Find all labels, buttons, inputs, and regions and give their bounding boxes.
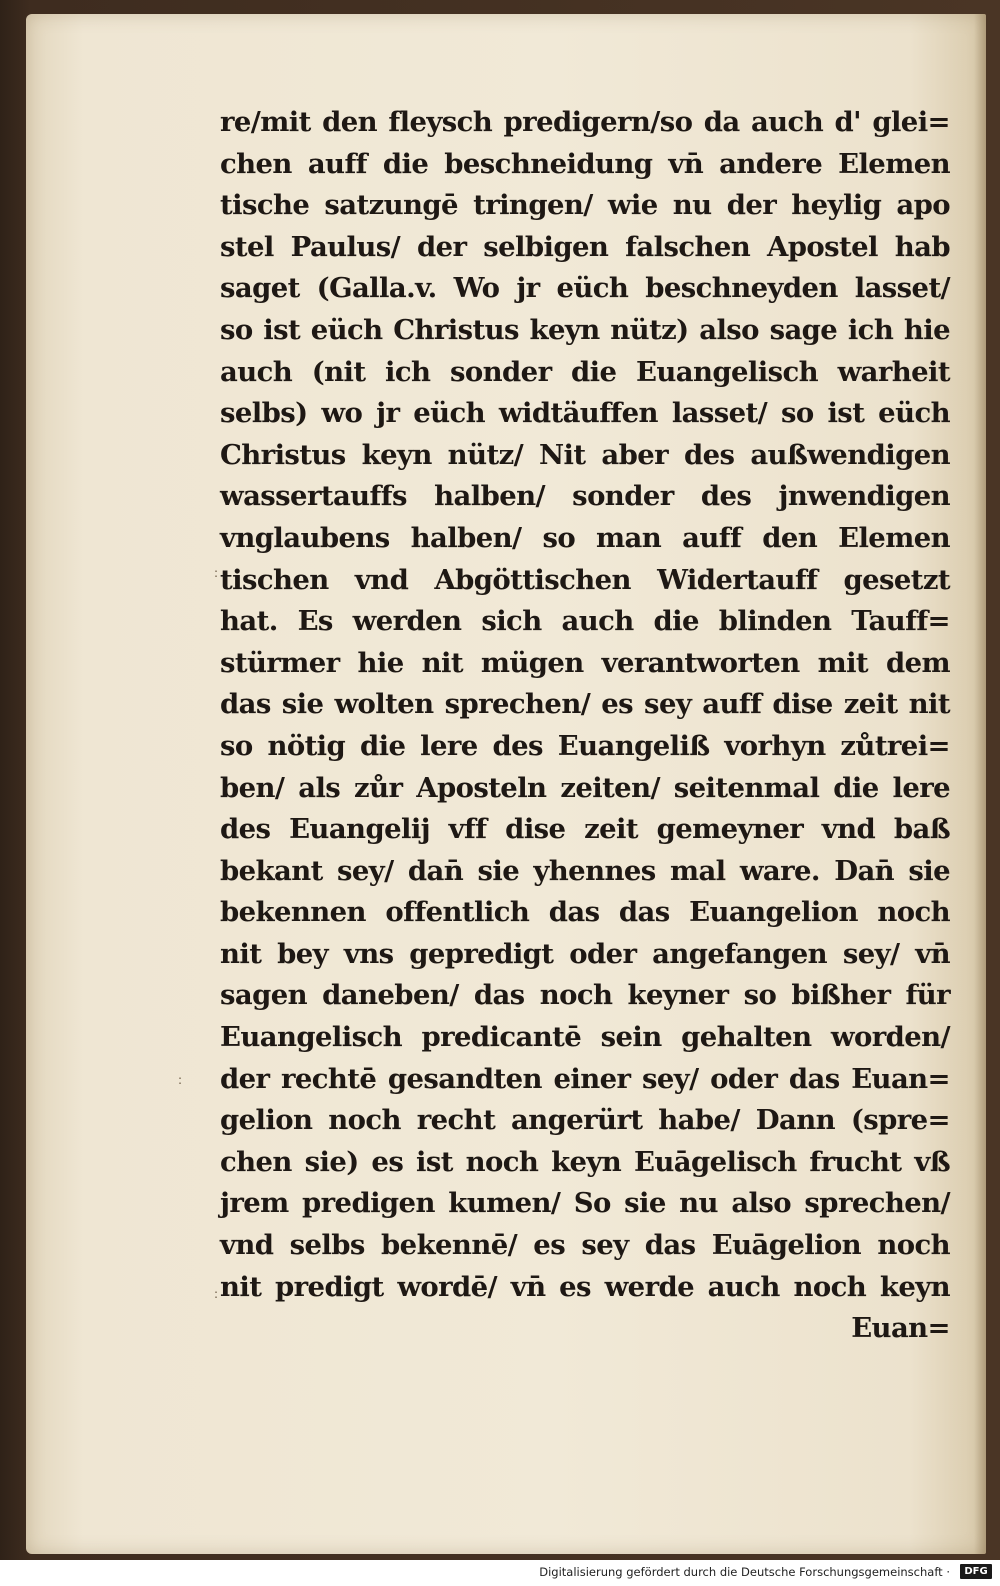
book-page: [26, 14, 986, 1554]
text-line: nit predigt wordē/ vn̄ es werde auch noch keyn: [220, 1270, 950, 1303]
text-line: hat. Es werden sich auch die blinden Tauff=: [220, 605, 950, 638]
text-line: bekennen offentlich das das Euangelion noch: [220, 896, 950, 929]
margin-mark: :: [214, 566, 219, 580]
text-line: tische satzungē tringen/ wie nu der heylig apo: [220, 189, 950, 222]
text-line: sagen daneben/ das noch keyner so bißher für: [220, 979, 950, 1012]
text-line: selbs) wo jr eüch widtäuffen lasset/ so ist eüch: [220, 397, 950, 430]
text-line: gelion noch recht angerürt habe/ Dann (spre=: [220, 1104, 950, 1137]
footer-bar: [0, 1560, 1000, 1586]
text-line: re/mit den fleysch predigern/so da auch d' glei=: [220, 106, 950, 138]
text-line: tischen vnd Abgöttischen Widertauff gesetzt: [220, 563, 950, 596]
text-line: des Euangelij vff dise zeit gemeyner vnd baß: [220, 813, 950, 846]
text-line: stel Paulus/ der selbigen falschen Apostel hab: [220, 230, 950, 263]
text-line: wassertauffs halben/ sonder des jnwendigen: [220, 480, 950, 513]
page-text-block: [220, 102, 950, 1350]
text-line: das sie wolten sprechen/ es sey auff dise zeit nit: [220, 688, 950, 721]
text-line: so ist eüch Christus keyn nütz) also sage ich hie: [220, 313, 950, 346]
text-line: Euangelisch predicantē sein gehalten worden/: [220, 1021, 950, 1054]
text-line: so nötig die lere des Euangeliß vorhyn zůtrei=: [220, 729, 950, 762]
margin-mark: :: [178, 1073, 183, 1087]
text-line: der rechtē gesandten einer sey/ oder das Euan=: [220, 1062, 950, 1095]
text-line: chen sie) es ist noch keyn Euāgelisch frucht vß: [220, 1145, 950, 1178]
text-line: jrem predigen kumen/ So sie nu also sprechen/: [220, 1187, 950, 1220]
text-line: saget (Galla.v. Wo jr eüch beschneyden lasset/: [220, 272, 950, 305]
dfg-logo: DFG: [960, 1564, 992, 1579]
text-line: vnglaubens halben/ so man auff den Elemen: [220, 521, 950, 554]
text-line: auch (nit ich sonder die Euangelisch warheit: [220, 355, 950, 388]
catchword: Euan=: [851, 1312, 950, 1345]
text-line: ben/ als zůr Aposteln zeiten/ seitenmal die lere: [220, 771, 950, 804]
text-line: chen auff die beschneidung vn̄ andere Elemen: [220, 147, 950, 180]
margin-mark: :: [214, 1287, 219, 1301]
text-line: nit bey vns gepredigt oder angefangen sey/ vn̄: [220, 937, 950, 970]
funding-note: Digitalisierung gefördert durch die Deutsche Forschungsgemeinschaft ·: [539, 1565, 950, 1579]
text-line: bekant sey/ dan̄ sie yhennes mal ware. Dan̄ sie: [220, 854, 950, 887]
text-line: vnd selbs bekennē/ es sey das Euāgelion noch: [220, 1229, 950, 1262]
text-line: stürmer hie nit mügen verantworten mit dem: [220, 646, 950, 679]
text-line: Christus keyn nütz/ Nit aber des außwendigen: [220, 438, 950, 471]
